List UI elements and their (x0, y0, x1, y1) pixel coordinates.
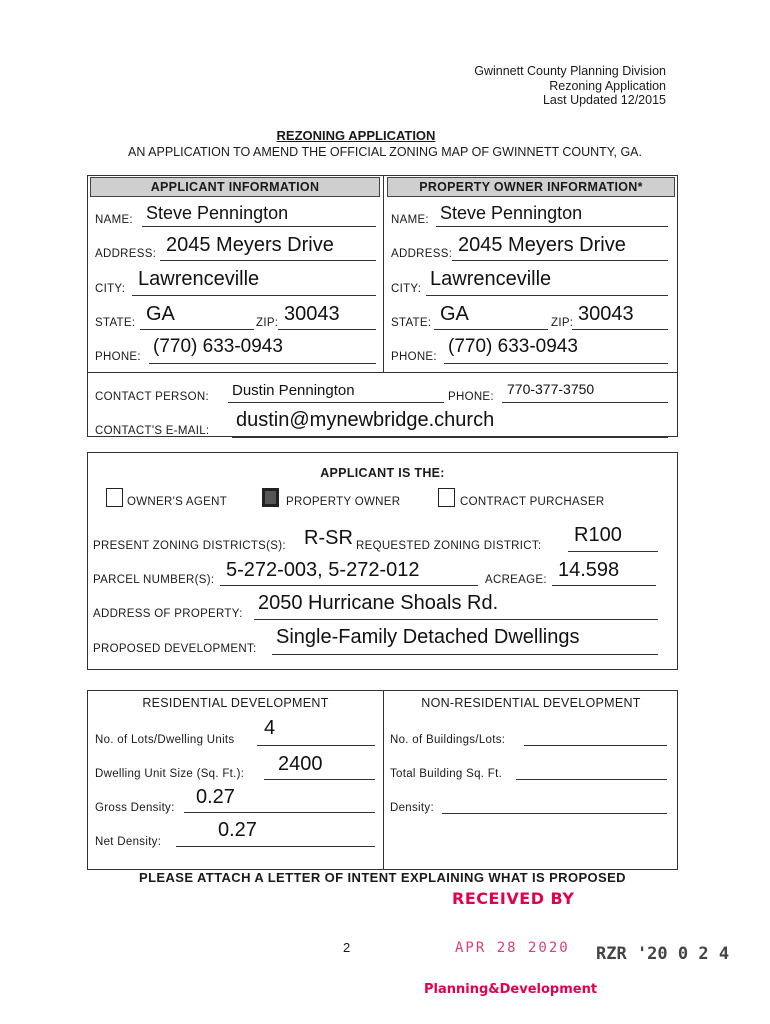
owner-city-label: CITY: (391, 283, 422, 295)
gross-density-label: Gross Density: (95, 802, 175, 814)
acreage-field[interactable]: 14.598 (558, 559, 620, 581)
owner-address-label: ADDRESS: (391, 248, 453, 260)
applicant-state-field[interactable]: GA (146, 303, 175, 325)
contact-phone-field[interactable]: 770-377-3750 (507, 381, 595, 397)
net-density-label: Net Density: (95, 836, 162, 848)
page-subtitle: AN APPLICATION TO AMEND THE OFFICIAL ZONING MAP OF GWINNETT COUNTY, GA. (128, 145, 642, 159)
applicant-phone-label: PHONE: (95, 351, 141, 363)
nonresidential-heading: NON-RESIDENTIAL DEVELOPMENT (421, 696, 641, 710)
owner-phone-field[interactable]: (770) 633-0943 (448, 336, 578, 357)
contract-purchaser-checkbox[interactable] (438, 488, 455, 507)
present-zoning-label: PRESENT ZONING DISTRICTS(S): (93, 540, 286, 552)
unit-size-label: Dwelling Unit Size (Sq. Ft.): (95, 768, 245, 780)
property-owner-checkbox[interactable] (262, 488, 279, 507)
contact-email-field[interactable]: dustin@mynewbridge.church (236, 409, 495, 431)
document-header (474, 64, 666, 108)
applicant-address-label: ADDRESS: (95, 248, 157, 260)
building-sqft-label: Total Building Sq. Ft. (390, 768, 503, 780)
parcel-number-label: PARCEL NUMBER(S): (93, 574, 215, 586)
applicant-state-label: STATE: (95, 317, 136, 329)
contact-person-field[interactable]: Dustin Pennington (232, 382, 355, 399)
form-name: Rezoning Application (549, 78, 666, 93)
proposed-development-label: PROPOSED DEVELOPMENT: (93, 643, 257, 655)
owner-name-field[interactable]: Steve Pennington (440, 203, 583, 223)
applicant-zip-label: ZIP: (256, 317, 279, 329)
column-divider (383, 176, 384, 373)
buildings-field[interactable] (524, 745, 667, 746)
contact-phone-label: PHONE: (448, 391, 494, 403)
nonres-density-label: Density: (390, 802, 434, 814)
received-date-stamp: APR 28 2020 (455, 940, 570, 956)
proposed-development-field[interactable]: Single-Family Detached Dwellings (276, 626, 580, 648)
owner-address-field[interactable]: 2045 Meyers Drive (458, 234, 626, 256)
nonres-density-field[interactable] (442, 813, 667, 814)
page-title: REZONING APPLICATION (276, 128, 436, 143)
case-number-stamp: RZR '20 0 2 4 (596, 944, 730, 964)
owner-zip-field[interactable]: 30043 (578, 303, 634, 325)
received-stamp: RECEIVED BY (452, 889, 575, 908)
property-owner-label: PROPERTY OWNER (286, 496, 401, 508)
owner-name-label: NAME: (391, 214, 429, 226)
applicant-phone-field[interactable]: (770) 633-0943 (153, 336, 283, 357)
section-divider (88, 372, 677, 373)
owner-state-field[interactable]: GA (440, 303, 469, 325)
building-sqft-field[interactable] (516, 779, 667, 780)
present-zoning-field[interactable]: R-SR (304, 527, 353, 549)
applicant-city-label: CITY: (95, 283, 126, 295)
owner-state-label: STATE: (391, 317, 432, 329)
owner-city-field[interactable]: Lawrenceville (430, 268, 552, 290)
residential-heading: RESIDENTIAL DEVELOPMENT (142, 696, 329, 710)
letter-of-intent-note: PLEASE ATTACH A LETTER OF INTENT EXPLAINING WHAT IS PROPOSED (139, 870, 626, 885)
buildings-label: No. of Buildings/Lots: (390, 734, 506, 746)
owner-zip-label: ZIP: (551, 317, 574, 329)
contact-person-label: CONTACT PERSON: (95, 391, 209, 403)
owners-agent-label: OWNER'S AGENT (127, 496, 228, 508)
applicant-name-field[interactable]: Steve Pennington (146, 203, 289, 223)
net-density-field[interactable]: 0.27 (218, 819, 257, 841)
owners-agent-checkbox[interactable] (106, 488, 123, 507)
owner-phone-label: PHONE: (391, 351, 437, 363)
unit-size-field[interactable]: 2400 (278, 753, 323, 775)
applicant-name-label: NAME: (95, 214, 133, 226)
applicant-address-field[interactable]: 2045 Meyers Drive (166, 234, 334, 256)
lots-label: No. of Lots/Dwelling Units (95, 734, 235, 746)
last-updated: Last Updated 12/2015 (542, 93, 666, 107)
acreage-label: ACREAGE: (485, 574, 547, 586)
contact-email-label: CONTACT'S E-MAIL: (95, 425, 210, 437)
lots-field[interactable]: 4 (264, 717, 276, 739)
applicant-info-heading: APPLICANT INFORMATION (90, 177, 380, 197)
division-name: Gwinnett County Planning Division (474, 64, 666, 78)
parcel-number-field[interactable]: 5-272-003, 5-272-012 (226, 559, 420, 581)
applicant-zip-field[interactable]: 30043 (284, 303, 340, 325)
applicant-is-heading: APPLICANT IS THE: (320, 466, 445, 480)
owner-info-heading: PROPERTY OWNER INFORMATION* (387, 177, 675, 197)
requested-zoning-field[interactable]: R100 (574, 524, 622, 546)
department-stamp: Planning&Development (424, 982, 598, 997)
gross-density-field[interactable]: 0.27 (196, 786, 235, 808)
page-number: 2 (343, 940, 351, 955)
property-address-label: ADDRESS OF PROPERTY: (93, 608, 243, 620)
property-address-field[interactable]: 2050 Hurricane Shoals Rd. (258, 592, 499, 614)
applicant-city-field[interactable]: Lawrenceville (138, 268, 260, 290)
requested-zoning-label: REQUESTED ZONING DISTRICT: (356, 540, 542, 552)
contract-purchaser-label: CONTRACT PURCHASER (460, 496, 605, 508)
